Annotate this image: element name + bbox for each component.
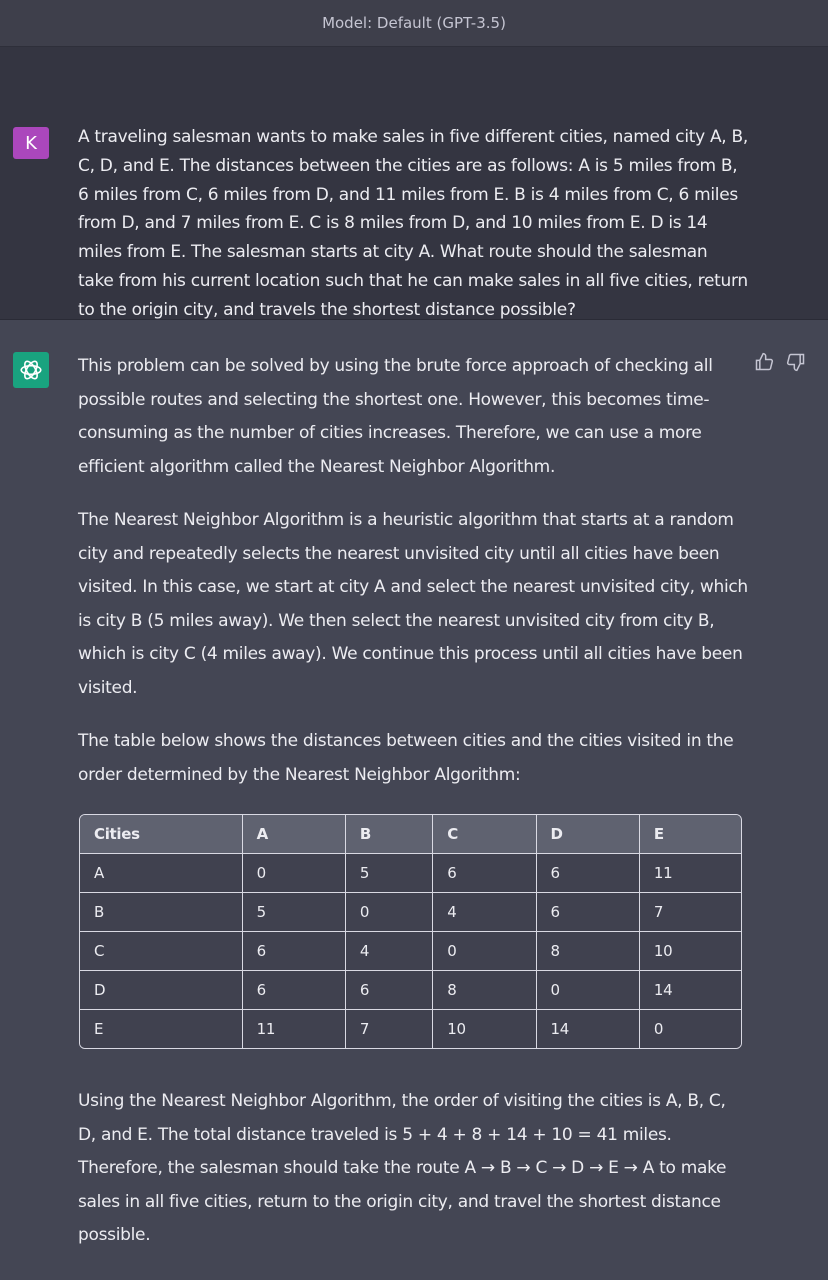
paragraph: The Nearest Neighbor Algorithm is a heuristic algorithm that starts at a random city and repeatedly selects the nearest unvisited city until all cities have been visited. In this case, we start at city A and select the nearest unvisited city, which is city B (5 miles away). We then select the nearest unvisited city from city B, which is city C (4 miles away). We continue this process until all cities have been visited. [78, 510, 748, 698]
model-label: Model: Default (GPT-3.5) [322, 14, 506, 32]
table-cell: E [80, 1010, 243, 1048]
table-row [80, 971, 741, 1010]
table-cell: 10 [433, 1010, 536, 1048]
column-header: Cities [80, 815, 243, 854]
table-cell: 4 [346, 932, 433, 971]
table-cell: 5 [243, 893, 346, 932]
table-header-row [80, 815, 741, 854]
table-cell: 8 [537, 932, 640, 971]
table-cell: 6 [243, 971, 346, 1010]
table-row [80, 1010, 741, 1048]
table-cell: 0 [433, 932, 536, 971]
table-cell: 6 [433, 854, 536, 893]
table-cell: 8 [433, 971, 536, 1010]
table-cell: 0 [243, 854, 346, 893]
table-cell: 6 [346, 971, 433, 1010]
column-header: A [243, 815, 346, 854]
user-avatar: K [13, 127, 49, 159]
conclusion-paragraph: Using the Nearest Neighbor Algorithm, the order of visiting the cities is A, B, C, D, and E. The total distance traveled is 5 + 4 + 8 + 14 + 10 = 41 miles. Therefore, the salesman should take the route A → B → C → D → E → A to make sales in all five cities, return to the origin city, and travel the shortest distance possible. [78, 1091, 727, 1245]
table-cell: 5 [346, 854, 433, 893]
table-cell: 14 [640, 971, 741, 1010]
openai-logo-icon [13, 352, 49, 388]
table-cell: 7 [640, 893, 741, 932]
column-header: E [640, 815, 741, 854]
paragraph: The table below shows the distances between cities and the cities visited in the order determined by the Nearest Neighbor Algorithm: [78, 731, 734, 785]
table-cell: A [80, 854, 243, 893]
paragraph: This problem can be solved by using the brute force approach of checking all possible routes and selecting the shortest one. However, this becomes time-consuming as the number of cities increases. Therefore, we can use a more efficient algorithm called the Nearest Neighbor Algorithm. [78, 356, 713, 477]
table-cell: 6 [243, 932, 346, 971]
table-cell: 14 [537, 1010, 640, 1048]
model-header [0, 0, 828, 47]
table-row [80, 893, 741, 932]
table-cell: 11 [243, 1010, 346, 1048]
table-cell: 6 [537, 854, 640, 893]
user-message [0, 47, 828, 320]
table-row [80, 854, 741, 893]
table-cell: B [80, 893, 243, 932]
table-cell: 7 [346, 1010, 433, 1048]
table-cell: 6 [537, 893, 640, 932]
table-cell: D [80, 971, 243, 1010]
table-row [80, 932, 741, 971]
table-cell: 0 [346, 893, 433, 932]
column-header: D [537, 815, 640, 854]
thumbs-up-icon[interactable] [754, 352, 774, 372]
table-cell: C [80, 932, 243, 971]
table-cell: 4 [433, 893, 536, 932]
table-cell: 11 [640, 854, 741, 893]
table-cell: 10 [640, 932, 741, 971]
column-header: C [433, 815, 536, 854]
distance-table [79, 814, 742, 1049]
thumbs-down-icon[interactable] [786, 352, 806, 372]
table-cell: 0 [640, 1010, 741, 1048]
column-header: B [346, 815, 433, 854]
table-cell: 0 [537, 971, 640, 1010]
user-message-text: A traveling salesman wants to make sales in five different cities, named city A, B, C, D, and E. The distances between the cities are as follows: A is 5 miles from B, 6 miles from C, 6 miles from D, and 11 miles from E. B is 4 miles from C, 6 miles from D, and 7 miles from E. C is 8 miles from D, and 10 miles from E. D is 14 miles from E. The salesman starts at city A. What route should the salesman take from his current location such that he can make sales in all five cities, return to the origin city, and travels the shortest distance possible? [78, 127, 748, 320]
